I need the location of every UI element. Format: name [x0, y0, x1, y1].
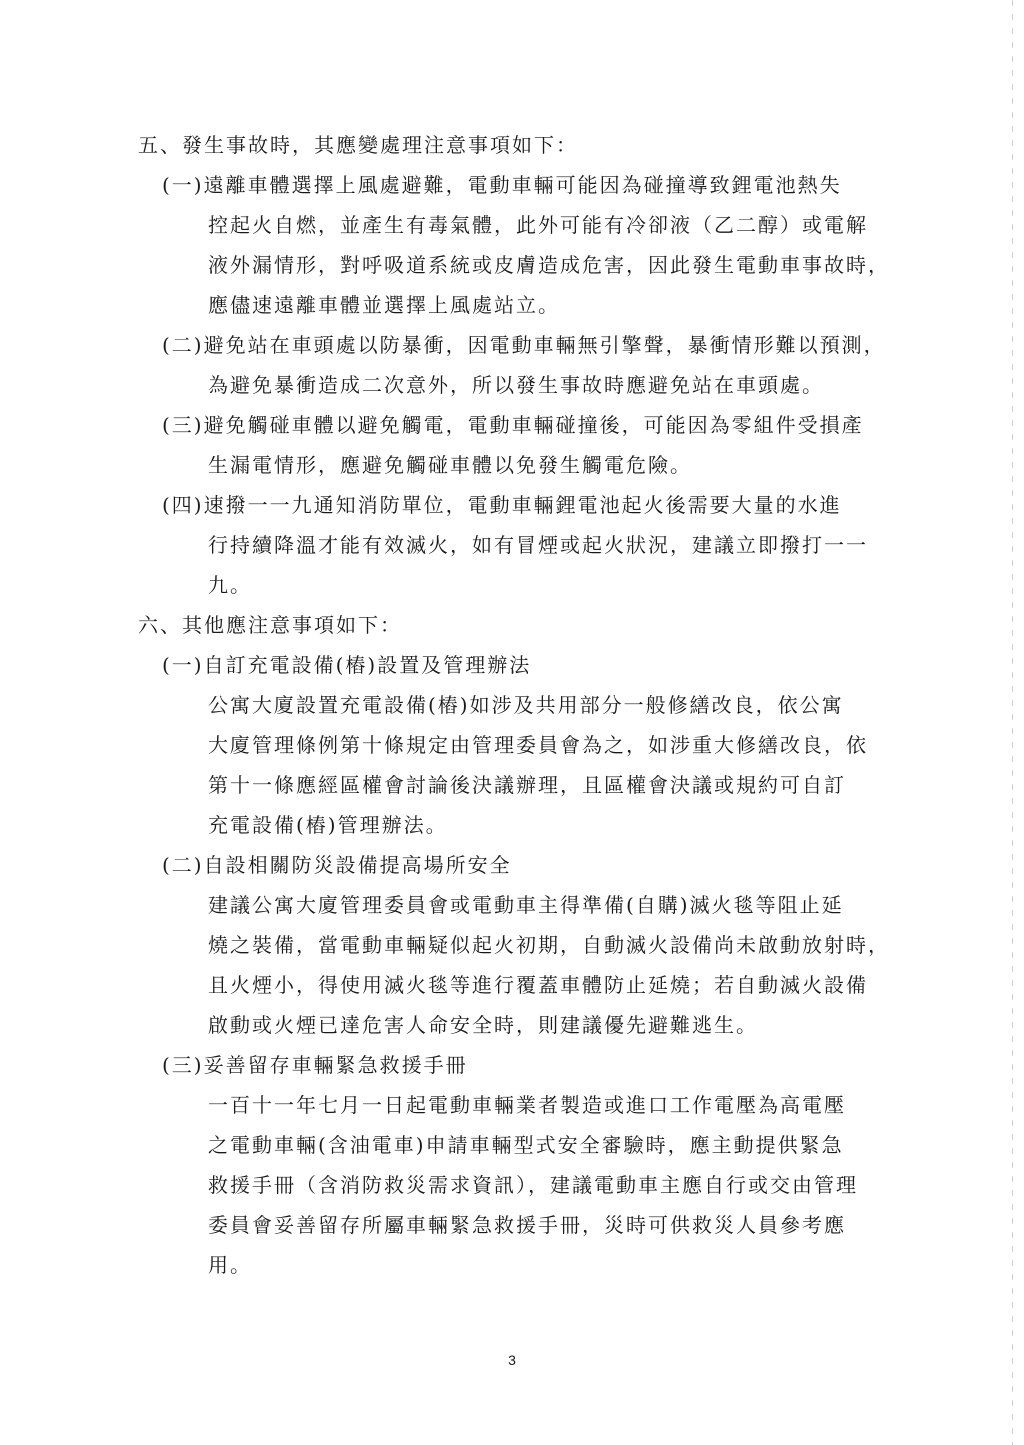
item-text-line: 遠離車體選擇上風處避難，電動車輛可能因為碰撞導致鋰電池熱失: [203, 173, 842, 197]
item-text-line: 控起火自燃，並產生有毒氣體，此外可能有冷卻液（乙二醇）或電解: [208, 213, 868, 237]
item-text-line: 應儘速遠離車體並選擇上風處站立。: [208, 293, 560, 317]
item-heading-text: 妥善留存車輛緊急救援手冊: [203, 1053, 468, 1077]
body-text-line: 委員會妥善留存所屬車輛緊急救援手冊，災時可供救災人員參考應: [208, 1213, 846, 1237]
item-number: (一): [162, 653, 204, 677]
section-5-item-2: [162, 324, 886, 366]
item-number: (二): [162, 853, 204, 877]
item-text-line: 行持續降溫才能有效滅火，如有冒煙或起火狀況，建議立即撥打一一: [208, 533, 868, 557]
scan-edge-mark: [1012, 0, 1013, 1445]
section-5-item-3: [162, 404, 864, 446]
item-text-line: 生漏電情形，應避免觸碰車體以免發生觸電危險。: [208, 453, 692, 477]
body-text-line: 大廈管理條例第十條規定由管理委員會為之，如涉重大修繕改良，依: [208, 733, 868, 757]
body-text-line: 第十一條應經區權會討論後決議辦理，且區權會決議或規約可自訂: [208, 773, 846, 797]
body-text-line: 用。: [208, 1253, 252, 1277]
item-heading-text: 自設相關防災設備提高場所安全: [203, 853, 512, 877]
section-6-item-1-heading: [162, 644, 531, 686]
section-5-title: 五、發生事故時，其應變處理注意事項如下：: [138, 133, 578, 157]
item-number: (三): [162, 413, 204, 437]
section-6-item-2-heading: [162, 844, 512, 886]
section-5-item-4: [162, 484, 842, 526]
page-number: 3: [508, 1352, 516, 1368]
item-text-line: 避免站在車頭處以防暴衝，因電動車輛無引擎聲，暴衝情形難以預測，: [203, 333, 886, 357]
body-text-line: 救援手冊（含消防救災需求資訊），建議電動車主應自行或交由管理: [208, 1173, 858, 1197]
item-text-line: 避免觸碰車體以避免觸電，電動車輛碰撞後，可能因為零組件受損產: [203, 413, 864, 437]
item-text-line: 液外漏情形，對呼吸道系統或皮膚造成危害，因此發生電動車事故時，: [208, 253, 890, 277]
item-number: (二): [162, 333, 204, 357]
body-text-line: 燒之裝備，當電動車輛疑似起火初期，自動滅火設備尚未啟動放射時，: [208, 933, 890, 957]
body-text-line: 充電設備(樁)管理辦法。: [208, 813, 448, 837]
section-6-title: 六、其他應注意事項如下：: [138, 613, 402, 637]
section-6-item-3-heading: [162, 1044, 468, 1086]
item-heading-text: 自訂充電設備(樁)設置及管理辦法: [203, 653, 532, 677]
item-text-line: 為避免暴衝造成二次意外，所以發生事故時應避免站在車頭處。: [208, 373, 824, 397]
item-number: (一): [162, 173, 204, 197]
item-number: (三): [162, 1053, 204, 1077]
body-text-line: 且火煙小，得使用滅火毯等進行覆蓋車體防止延燒；若自動滅火設備: [208, 973, 868, 997]
body-text-line: 公寓大廈設置充電設備(樁)如涉及共用部分一般修繕改良，依公寓: [208, 693, 844, 717]
body-text-line: 一百十一年七月一日起電動車輛業者製造或進口工作電壓為高電壓: [208, 1093, 846, 1117]
item-text-line: 九。: [208, 573, 252, 597]
item-text-line: 速撥一一九通知消防單位，電動車輛鋰電池起火後需要大量的水進: [203, 493, 842, 517]
body-text-line: 之電動車輛(含油電車)申請車輛型式安全審驗時，應主動提供緊急: [208, 1133, 844, 1157]
body-text-line: 啟動或火煙已達危害人命安全時，則建議優先避難逃生。: [208, 1013, 758, 1037]
section-5-item-1: [162, 164, 842, 206]
item-number: (四): [162, 493, 204, 517]
body-text-line: 建議公寓大廈管理委員會或電動車主得準備(自購)滅火毯等阻止延: [208, 893, 844, 917]
